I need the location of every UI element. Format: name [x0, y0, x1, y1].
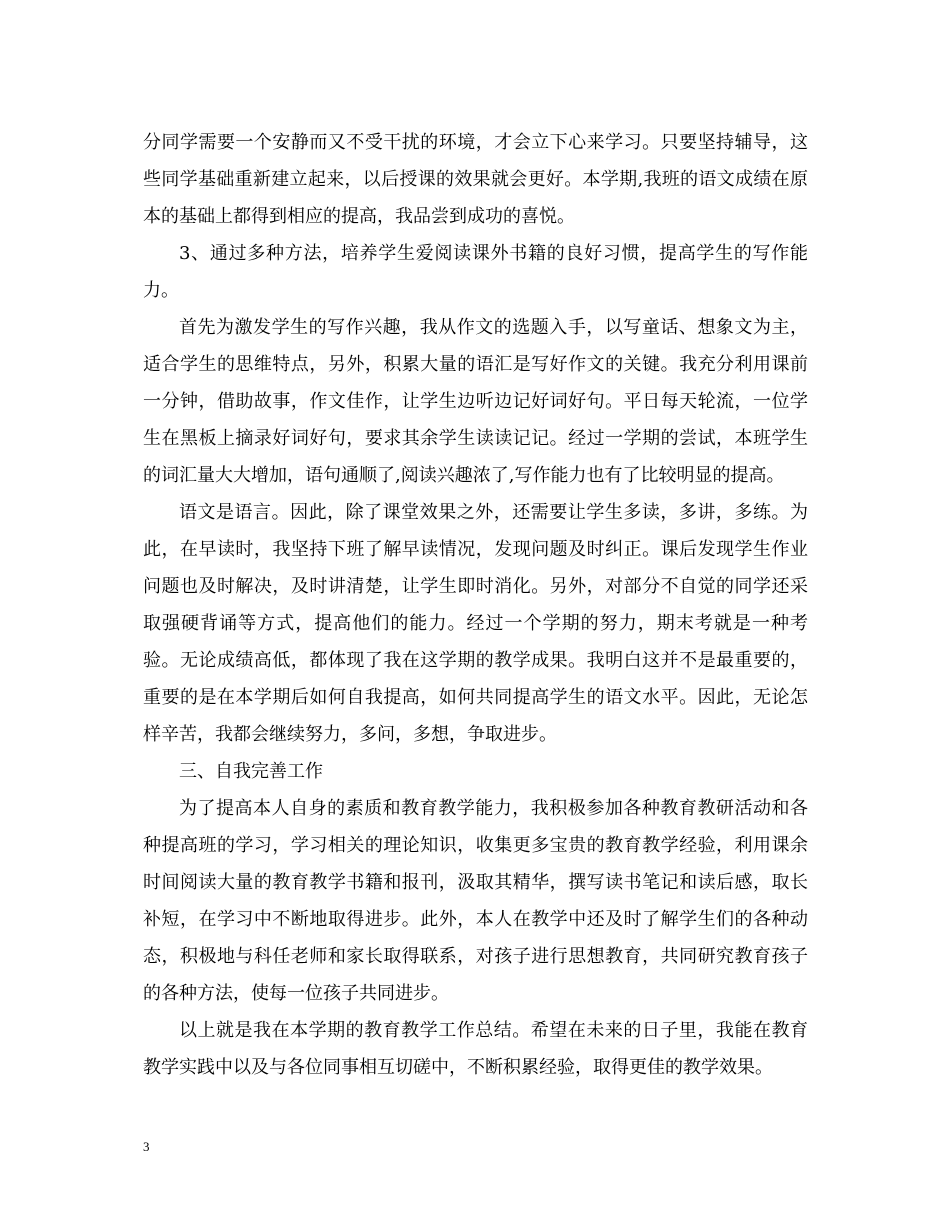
- paragraph: 分同学需要一个安静而又不受干扰的环境，才会立下心来学习。只要坚持辅导，这些同学基础重新建立起来，以后授课的效果就会更好。本学期,我班的语文成绩在原本的基础上都得到相应的提高，我品尝到成功的喜悦。: [143, 132, 808, 227]
- paragraph: 为了提高本人自身的素质和教育教学能力，我积极参加各种教育教研活动和各种提高班的学习，学习相关的理论知识，收集更多宝贵的教育教学经验，利用课余时间阅读大量的教育教学书籍和报刊，汲取其精华，撰写读书笔记和读后感，取长补短，在学习中不断地取得进步。此外，本人在教学中还及时了解学生们的各种动态，积极地与科任老师和家长取得联系，对孩子进行思想教育，共同研究教育孩子的各种方法，使每一位孩子共同进步。: [143, 798, 808, 1004]
- paragraph: 3、通过多种方法，培养学生爱阅读课外书籍的良好习惯，提高学生的写作能力。: [143, 243, 808, 301]
- page-number: 3: [143, 1139, 150, 1154]
- document-body: [143, 124, 808, 1086]
- section-heading: 三、自我完善工作: [179, 761, 323, 782]
- paragraph: 以上就是我在本学期的教育教学工作总结。希望在未来的日子里，我能在教育教学实践中以及与各位同事相互切磋中，不断积累经验，取得更佳的教学效果。: [143, 1020, 808, 1078]
- paragraph: 首先为激发学生的写作兴趣，我从作文的选题入手，以写童话、想象文为主，适合学生的思维特点，另外，积累大量的语汇是写好作文的关键。我充分利用课前一分钟，借助故事，作文佳作，让学生边听边记好词好句。平日每天轮流，一位学生在黑板上摘录好词好句，要求其余学生读读记记。经过一学期的尝试，本班学生的词汇量大大增加，语句通顺了,阅读兴趣浓了,写作能力也有了比较明显的提高。: [143, 317, 808, 486]
- paragraph: 语文是语言。因此，除了课堂效果之外，还需要让学生多读，多讲，多练。为此，在早读时，我坚持下班了解早读情况，发现问题及时纠正。课后发现学生作业问题也及时解决，及时讲清楚，让学生即时消化。另外，对部分不自觉的同学还采取强硬背诵等方式，提高他们的能力。经过一个学期的努力，期末考就是一种考验。无论成绩高低，都体现了我在这学期的教学成果。我明白这并不是最重要的，重要的是在本学期后如何自我提高，如何共同提高学生的语文水平。因此，无论怎样辛苦，我都会继续努力，多问，多想，争取进步。: [143, 502, 808, 745]
